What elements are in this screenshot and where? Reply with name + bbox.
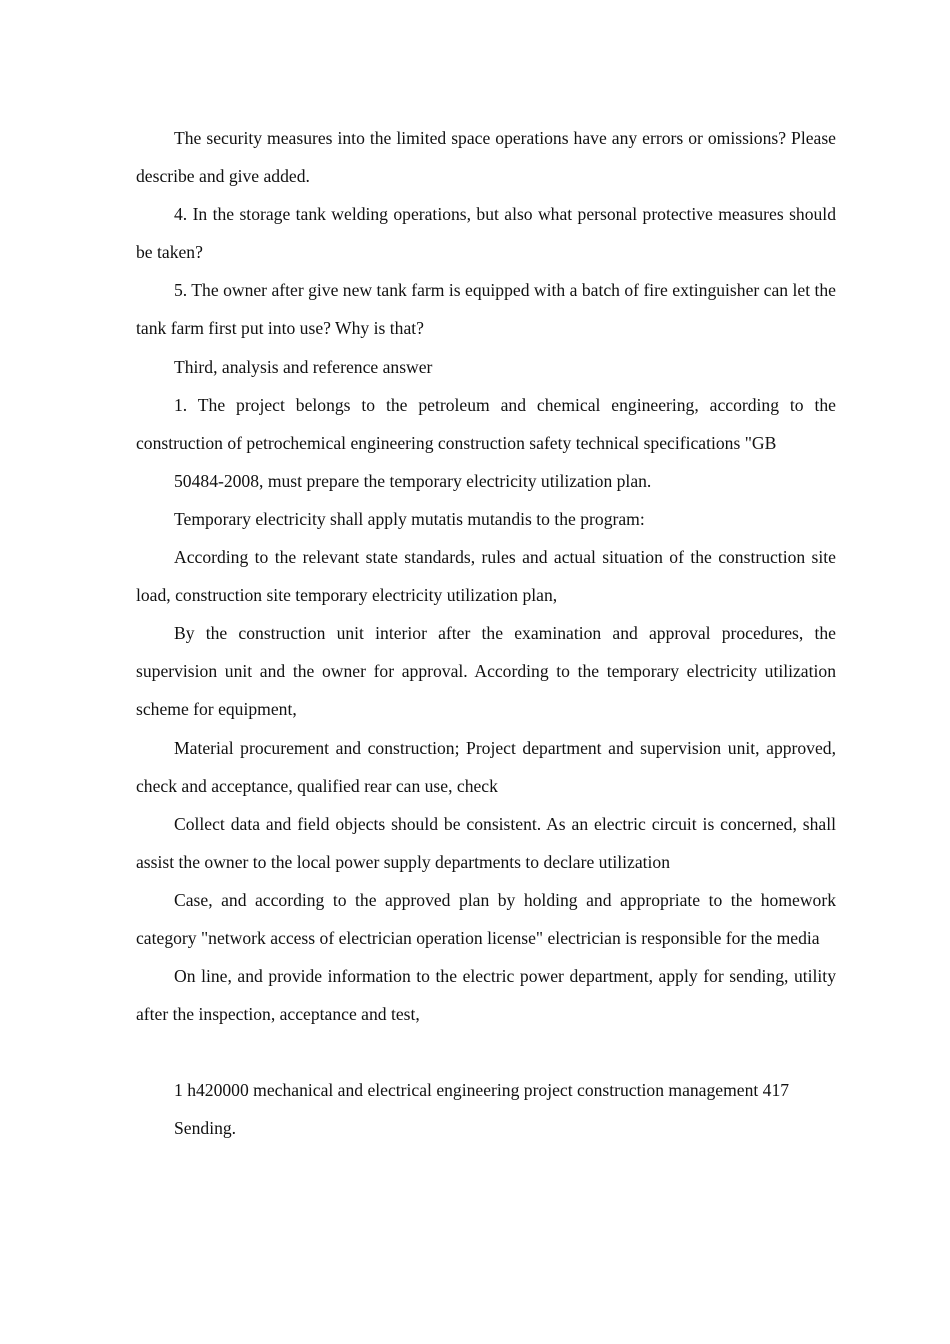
paragraph-sending: Sending. bbox=[174, 1118, 237, 1139]
paragraph-section-heading: Third, analysis and reference answer bbox=[174, 356, 433, 377]
paragraph-question-5: 5. The owner after give new tank farm is equipped with a batch of fire extinguisher can let the tank farm first put into use? Why is that? bbox=[136, 280, 836, 339]
paragraph-material-procurement: Material procurement and construction; Project department and supervision unit, approved, check and acceptance, qualified rear can use, check bbox=[136, 737, 836, 796]
paragraph-state-standards: According to the relevant state standards, rules and actual situation of the construction site load, construction site temporary electricity utilization plan, bbox=[136, 547, 836, 606]
paragraph-case-approved-plan: Case, and according to the approved plan by holding and appropriate to the homework category "network access of electrician operation license" electrician is responsible for the media bbox=[136, 889, 836, 948]
paragraph-security-measures: The security measures into the limited space operations have any errors or omissions? Please describe and give added. bbox=[136, 128, 836, 187]
paragraph-answer-1: 1. The project belongs to the petroleum and chemical engineering, according to the construction of petrochemical engineering construction safety technical specifications "GB bbox=[136, 394, 836, 453]
paragraph-on-line: On line, and provide information to the electric power department, apply for sending, utility after the inspection, acceptance and test, bbox=[136, 966, 836, 1025]
paragraph-question-4: 4. In the storage tank welding operations, but also what personal protective measures should be taken? bbox=[136, 204, 836, 263]
paragraph-approval-procedures: By the construction unit interior after the examination and approval procedures, the supervision unit and the owner for approval. According to the temporary electricity utilization scheme for equipment, bbox=[136, 623, 836, 720]
paragraph-standard-number: 50484-2008, must prepare the temporary electricity utilization plan. bbox=[174, 470, 652, 491]
paragraph-temporary-electricity: Temporary electricity shall apply mutatis mutandis to the program: bbox=[174, 508, 645, 529]
document-body bbox=[136, 119, 836, 1148]
paragraph-spacer bbox=[136, 1033, 836, 1071]
page-footer-line: 1 h420000 mechanical and electrical engineering project construction management 417 bbox=[174, 1080, 790, 1101]
paragraph-collect-data: Collect data and field objects should be consistent. As an electric circuit is concerned, shall assist the owner to the local power supply departments to declare utilization bbox=[136, 813, 836, 872]
